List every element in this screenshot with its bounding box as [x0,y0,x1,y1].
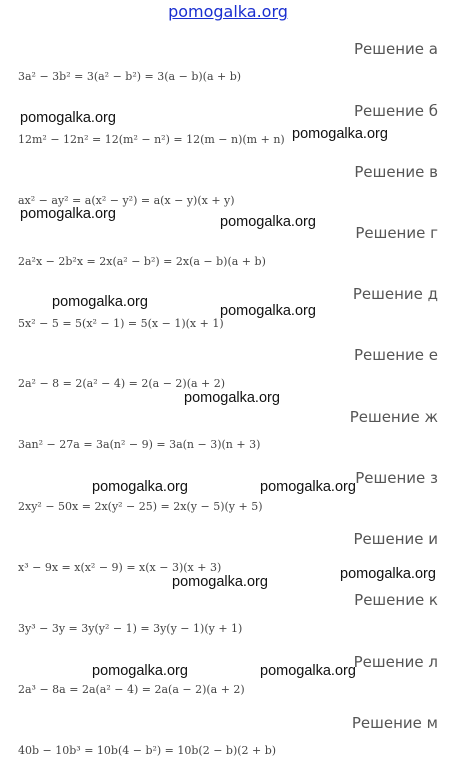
solution-equation-g: 2a²x − 2b²x = 2x(a² − b²) = 2x(a − b)(a + b) [18,255,266,268]
watermark: pomogalka.org [52,294,148,310]
watermark: pomogalka.org [92,663,188,679]
watermark: pomogalka.org [172,574,268,590]
watermark: pomogalka.org [20,110,116,126]
solution-heading-zh: Решение ж [349,408,438,426]
watermark: pomogalka.org [20,206,116,222]
solution-equation-i: x³ − 9x = x(x² − 9) = x(x − 3)(x + 3) [18,561,222,574]
solution-equation-a: 3a² − 3b² = 3(a² − b²) = 3(a − b)(a + b) [18,70,242,83]
watermark: pomogalka.org [92,479,188,495]
solution-heading-v: Решение в [354,163,438,181]
watermark: pomogalka.org [292,126,388,142]
solution-equation-b: 12m² − 12n² = 12(m² − n²) = 12(m − n)(m + n) [18,133,285,146]
watermark: pomogalka.org [260,479,356,495]
watermark: pomogalka.org [340,566,436,582]
solution-heading-a: Решение а [354,40,438,58]
solution-heading-i: Решение и [353,530,438,548]
solution-equation-v: ax² − ay² = a(x² − y²) = a(x − y)(x + y) [18,194,235,207]
solution-equation-zh: 3an² − 27a = 3a(n² − 9) = 3a(n − 3)(n + 3) [18,438,261,451]
site-header-link[interactable]: pomogalka.org [168,2,288,21]
solution-heading-m: Решение м [351,714,438,732]
solution-heading-g: Решение г [355,224,438,242]
solution-equation-z: 2xy² − 50x = 2x(y² − 25) = 2x(y − 5)(y + 5) [18,500,263,513]
solution-equation-k: 3y³ − 3y = 3y(y² − 1) = 3y(y − 1)(y + 1) [18,622,243,635]
solution-heading-z: Решение з [355,469,438,487]
watermark: pomogalka.org [260,663,356,679]
solution-heading-l: Решение л [353,653,438,671]
solution-heading-d: Решение д [352,285,438,303]
watermark: pomogalka.org [220,214,316,230]
watermark: pomogalka.org [220,303,316,319]
solution-equation-m: 40b − 10b³ = 10b(4 − b²) = 10b(2 − b)(2 + b) [18,744,277,757]
solution-equation-d: 5x² − 5 = 5(x² − 1) = 5(x − 1)(x + 1) [18,317,224,330]
solution-equation-e: 2a² − 8 = 2(a² − 4) = 2(a − 2)(a + 2) [18,377,226,390]
solution-heading-b: Решение б [353,102,438,120]
watermark: pomogalka.org [184,390,280,406]
solution-heading-e: Решение е [353,346,438,364]
solution-equation-l: 2a³ − 8a = 2a(a² − 4) = 2a(a − 2)(a + 2) [18,683,245,696]
solution-heading-k: Решение к [354,591,438,609]
